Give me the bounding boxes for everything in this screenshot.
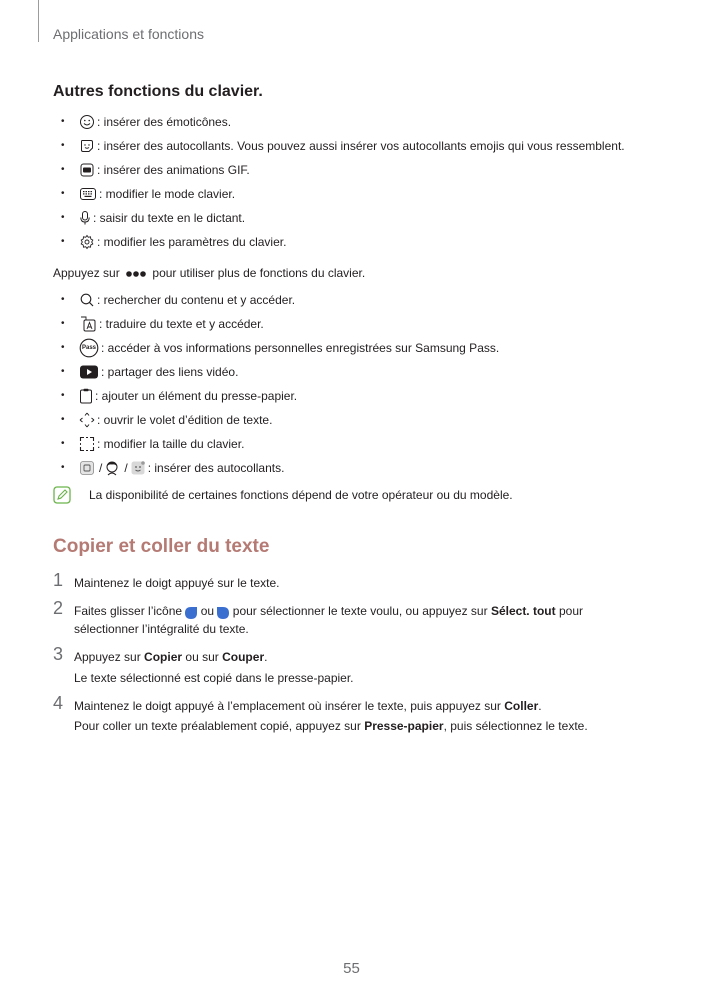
sticker-pack-icon	[79, 460, 95, 476]
video-play-icon	[79, 364, 99, 380]
list-item: • Pass : accéder à vos informations personnelles enregistrées sur Samsung Pass.	[57, 336, 677, 360]
steps-list	[53, 570, 653, 743]
text-edit-icon	[79, 412, 95, 428]
list-item: • : modifier le mode clavier.	[61, 187, 236, 201]
list-item: • / / : insérer des autocollants.	[61, 461, 285, 475]
left-selection-handle-icon	[185, 606, 197, 618]
note-pencil-icon	[53, 486, 71, 504]
step-number: 4	[53, 693, 64, 713]
section-title: Copier et coller du texte	[53, 536, 270, 557]
more-options-line: Appuyez sur pour utiliser plus de fonctions du clavier.	[53, 266, 366, 280]
samsung-pass-icon: Pass	[79, 338, 99, 358]
list-item: • : rechercher du contenu et y accéder.	[61, 293, 296, 307]
note-callout	[53, 484, 653, 506]
keyboard-functions-heading: Autres fonctions du clavier.	[53, 83, 263, 100]
step-2: 2 Faites glisser l’icône ou pour sélectionner le texte voulu, ou appuyez sur Sélect. tout pour sélectionner l’intégralité du texte.	[53, 598, 584, 636]
resize-keyboard-icon	[79, 436, 95, 452]
list-item: • : modifier les paramètres du clavier.	[61, 235, 287, 249]
list-item: • : modifier la taille du clavier.	[61, 437, 245, 451]
list-item: • : insérer des émoticônes.	[61, 115, 232, 129]
settings-gear-icon	[79, 234, 95, 250]
emoji-sticker-icon	[130, 460, 146, 476]
step-3: 3 Appuyez sur Copier ou sur Couper. Le texte sélectionné est copié dans le presse-papier.	[53, 644, 354, 685]
list-item: • : insérer des animations GIF.	[61, 163, 250, 177]
list-item: • : ajouter un élément du presse-papier.	[61, 389, 298, 403]
keyboard-mode-icon	[79, 186, 97, 202]
list-item: • : ouvrir le volet d’édition de texte.	[61, 413, 273, 427]
avatar-sticker-icon	[104, 460, 120, 476]
note-text: La disponibilité de certaines fonctions dépend de votre opérateur ou du modèle.	[89, 488, 513, 502]
list-item: • : saisir du texte en le dictant.	[61, 211, 246, 225]
step-1: 1 Maintenez le doigt appuyé sur le texte.	[53, 570, 280, 590]
translate-icon	[79, 315, 97, 333]
microphone-icon	[79, 210, 91, 226]
emoji-icon	[79, 114, 95, 130]
step-4: 4 Maintenez le doigt appuyé à l’emplacement où insérer le texte, puis appuyez sur Coller. Pour coller un texte préalablement copié, appuyez sur Presse-papier, puis sélectionnez le texte.	[53, 693, 588, 733]
sticker-icon	[79, 138, 95, 154]
step-number: 2	[53, 598, 64, 618]
step-number: 1	[53, 570, 64, 590]
list-item: • : insérer des autocollants. Vous pouvez aussi insérer vos autocollants emojis qui vous ressemblent.	[61, 139, 625, 153]
running-header: Applications et fonctions	[53, 26, 204, 42]
list-item: • : traduire du texte et y accéder.	[61, 317, 264, 331]
right-selection-handle-icon	[217, 606, 229, 618]
gif-icon	[79, 162, 95, 178]
step-number: 3	[53, 644, 64, 664]
header-rule	[38, 0, 39, 42]
page-number: 55	[343, 960, 360, 977]
clipboard-icon	[79, 388, 93, 404]
more-options-icon	[125, 270, 147, 278]
more-functions-list	[57, 288, 677, 480]
search-icon	[79, 292, 95, 308]
list-item: • : partager des liens vidéo.	[61, 365, 239, 379]
keyboard-functions-list	[57, 110, 677, 254]
